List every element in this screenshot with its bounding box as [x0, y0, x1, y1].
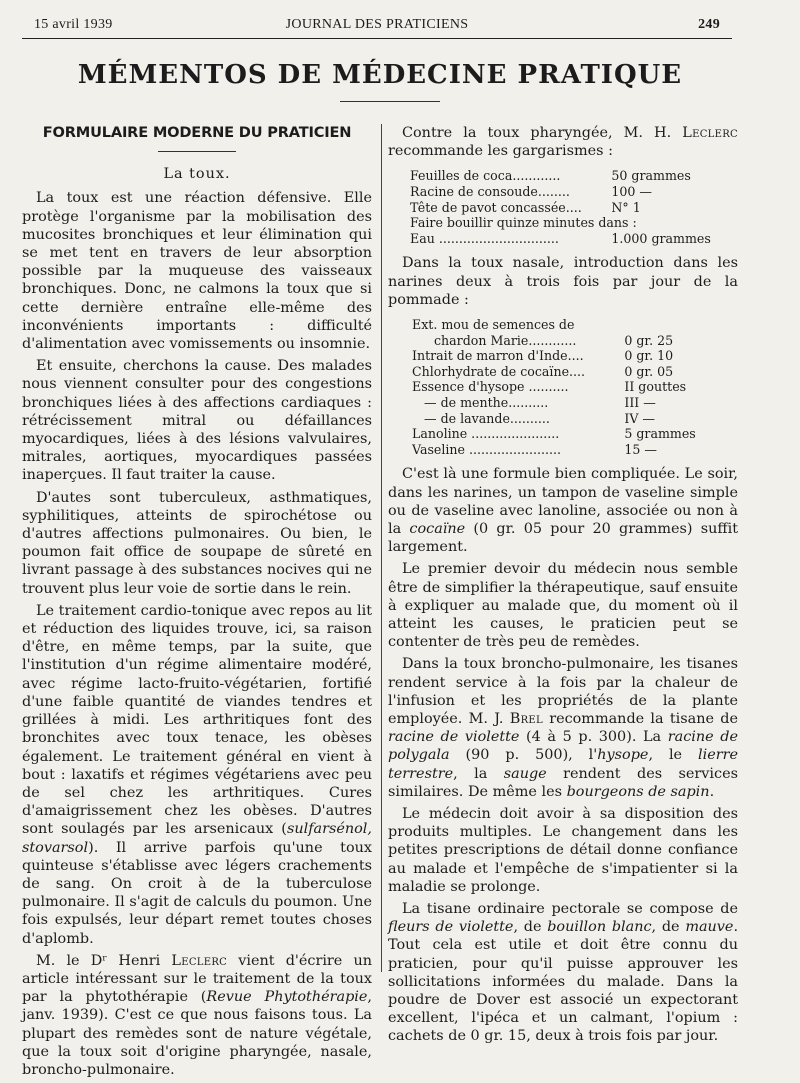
title-rule	[340, 101, 440, 102]
recipe-row	[410, 200, 728, 216]
text-run: , janv. 1939). C'est ce que nous faisons tous. La plupart des remèdes sont de nature végétale, que la toux soit d'origine pharyngée, nasale, broncho-pulmonaire.	[22, 989, 372, 1078]
ingredient: Eau ..............................	[410, 230, 559, 246]
paragraph	[388, 655, 738, 801]
text-run: C'est là une formule bien compliquée. Le soir, dans les narines, un tampon de vaseline simple ou de vaseline avec lanoline, associée ou non à la	[388, 466, 738, 537]
recipe-row	[412, 411, 712, 427]
ingredient: Lanoline ......................	[412, 426, 560, 442]
ingredient: — de menthe..........	[424, 394, 549, 410]
plant-name: mauve	[685, 919, 734, 936]
section-rule	[158, 151, 236, 152]
drug-name: cocaïne	[409, 520, 466, 537]
dose: IV —	[624, 410, 656, 426]
drug-names: sulfarsénol, stovarsol	[22, 821, 372, 856]
paragraph	[388, 465, 738, 556]
plant-name: fleurs de violette	[388, 919, 514, 936]
recipe-row	[410, 215, 728, 231]
author-name: Brel	[509, 710, 543, 727]
issue-date: 15 avril 1939	[34, 17, 113, 32]
text-run: Dans la toux broncho-pulmonaire, les tisanes rendent service à la fois par la chaleur de l'infusion et les propriétés de la plante employée. M. J.	[388, 656, 738, 727]
paragraph	[22, 952, 372, 1079]
plant-name: hysope	[597, 747, 649, 764]
author-name: Leclerc	[682, 125, 738, 141]
plant-name: bouillon blanc	[547, 919, 652, 936]
ingredient: chardon Marie............	[434, 332, 577, 348]
dose: 50 grammes	[611, 168, 691, 184]
plant-name: sauge	[503, 765, 547, 782]
plant-name: lierre terrestre	[388, 747, 738, 782]
paragraph: Et ensuite, cherchons la cause. Des malades nous viennent consulter pour des congestions bronchiques liées à des affections cardiaques : rétrécissement mitral ou défaillances myocardiques, liées à des lésions valvulaires, mitrales, aortiques, myocardiques passées inaperçues. Il faut traiter la cause.	[22, 358, 372, 484]
paragraph: Dans la toux nasale, introduction dans les narines deux à trois fois par jour de la pommade :	[388, 255, 738, 308]
paragraph: Le premier devoir du médecin nous semble être de simplifier la thérapeutique, sauf ensuite à expliquer au malade que, du moment où il atteint les causes, le praticien peut se contenter de très peu de remèdes.	[388, 561, 738, 651]
recipe-row	[410, 231, 728, 247]
right-column	[388, 124, 738, 1050]
text-run: La tisane ordinaire pectorale se compose de	[402, 901, 738, 917]
header-rule	[22, 38, 732, 39]
recipe-row	[412, 348, 712, 364]
ingredient: — de lavande..........	[424, 410, 550, 426]
journal-citation: Revue Phytothérapie	[206, 989, 368, 1006]
text-run: (4 à 5 p. 300). La	[519, 729, 668, 746]
text-run: , de	[513, 919, 548, 936]
text-run: vient d'écrire un article intéressant sur le traitement de la toux par la phytothérapie (	[22, 952, 373, 1006]
dose: 5 grammes	[624, 426, 696, 442]
recipe-row	[412, 426, 712, 442]
dose: II gouttes	[624, 379, 687, 395]
ingredient: Chlorhydrate de cocaïne....	[412, 363, 586, 379]
dose: III —	[624, 394, 656, 410]
ingredient: Vaseline .......................	[412, 441, 562, 457]
recipe-row	[412, 379, 712, 395]
section-title: FORMULAIRE MODERNE DU PRATICIEN	[42, 124, 352, 141]
recipe-row	[410, 184, 728, 200]
paragraph: La toux est une réaction défensive. Elle protège l'organisme par la mobilisation des mucosites bronchiques et leur élimination qui se met tent en travers de leur absorption possible par la muqueuse des vaisseaux bronchiques. Donc, ne calmons la toux que si cette dernière entraîne elle-même des inconvénients importants : difficulté d'alimentation avec vomissements ou insomnie.	[22, 190, 372, 353]
text-run: recommande la tisane de	[542, 710, 738, 727]
plant-name: bourgeons de sapin	[566, 783, 710, 800]
ingredient: Ext. mou de semences de	[412, 316, 575, 332]
text-run: recommande les gargarismes :	[388, 143, 613, 160]
article-subtitle: La toux.	[163, 166, 231, 183]
paragraph: D'autes sont tuberculeux, asthmatiques, syphilitiques, atteints de spirochétose ou d'autres affections pulmonaires. Ou bien, le poumon fait office de soupape de sûreté en livrant passage à des substances nocives qui ne trouvent plus leur voie de sortie dans le rein.	[22, 489, 372, 597]
text-run: (90 p. 500), l'	[449, 747, 598, 764]
journal-name: JOURNAL DES PRATICIENS	[285, 17, 469, 32]
text-run: Contre la toux pharyngée, M. H.	[402, 125, 683, 141]
author-name: Leclerc	[171, 952, 228, 969]
ingredient: Intrait de marron d'Inde....	[412, 348, 584, 364]
ingredient: Feuilles de coca............	[410, 168, 561, 184]
text-run: , le	[648, 747, 698, 764]
ointment-recipe	[412, 317, 712, 457]
plant-name: racine de violette	[388, 729, 520, 746]
recipe-row	[412, 317, 712, 333]
paragraph	[388, 900, 738, 1046]
ingredient: Tête de pavot concassée....	[410, 199, 582, 215]
ingredient: Essence d'hysope ..........	[412, 379, 569, 395]
recipe-row	[412, 333, 712, 349]
text-run: , la	[453, 765, 504, 782]
dose: 1.000 grammes	[611, 230, 711, 246]
instruction: Faire bouillir quinze minutes dans :	[410, 215, 637, 231]
text-run: .	[709, 783, 715, 800]
dose: 15 —	[624, 441, 657, 457]
text-run: ). Il arrive parfois qu'une toux quinteuse s'établisse avec légers crachements de sang. On croit à de la tuberculose pulmonaire. Il s'agit de calculs du poumon. Une fois expulsés, leur départ remet toutes choses d'aplomb.	[22, 839, 372, 947]
paragraph	[388, 124, 738, 160]
dose: N° 1	[611, 199, 641, 215]
ingredient: Racine de consoude........	[410, 184, 570, 199]
plant-name: racine de polygala	[388, 729, 738, 764]
text-run: M. le Dʳ Henri	[36, 952, 172, 969]
dose: 0 gr. 25	[624, 332, 674, 348]
text-run: . Tout cela est utile et doit être connu du praticien, pour qu'il puisse approuver les sollicitations informées du malade. Dans la poudre de Dover est associé un expectorant excellent, l'ipéca et un calmant, l'opium : cachets de 0 gr. 15, deux à trois fois par jour.	[388, 919, 739, 1045]
recipe-row	[410, 168, 728, 184]
column-divider	[381, 124, 382, 972]
text-run: (0 gr. 05 pour 20 grammes) suffit largement.	[388, 520, 738, 556]
dose: 100 —	[611, 184, 653, 199]
text-run: Le traitement cardio-tonique avec repos au lit et réduction des liquides trouve, ici, sa raison d'être, en même temps, par la suite, que l'institution d'un régime alimentaire modéré, avec régime lacto-fruito-végétarien, fortifié d'une faible quantité de viandes tendres et grillées à midi. Les arthritiques font des bronchites avec toux tenace, les obèses également. Le traitement général en vient à bout : laxatifs et régimes végétariens avec peu de sel chez les arthritiques. Cures d'amaigrissement chez les obèses. D'autres sont soulagés par les arsenicaux (	[22, 602, 372, 838]
recipe-row	[412, 442, 712, 458]
text-run: , de	[651, 919, 686, 936]
recipe-row	[412, 395, 712, 411]
gargle-recipe	[410, 168, 728, 246]
page-number: 249	[698, 17, 720, 32]
left-column	[22, 124, 372, 1083]
text-run: rendent des services similaires. De même les	[388, 765, 738, 800]
running-header	[22, 17, 732, 39]
dose: 0 gr. 05	[624, 363, 674, 379]
paragraph: Le médecin doit avoir à sa disposition des produits multiples. Le changement dans les petites prescriptions de détail donne confiance au malade et l'empêche de s'impatienter si la maladie se prolonge.	[388, 805, 738, 895]
dose: 0 gr. 10	[624, 348, 674, 364]
recipe-row	[412, 364, 712, 380]
paragraph	[22, 602, 372, 948]
main-title: MÉMENTOS DE MÉDECINE PRATIQUE	[77, 60, 683, 90]
